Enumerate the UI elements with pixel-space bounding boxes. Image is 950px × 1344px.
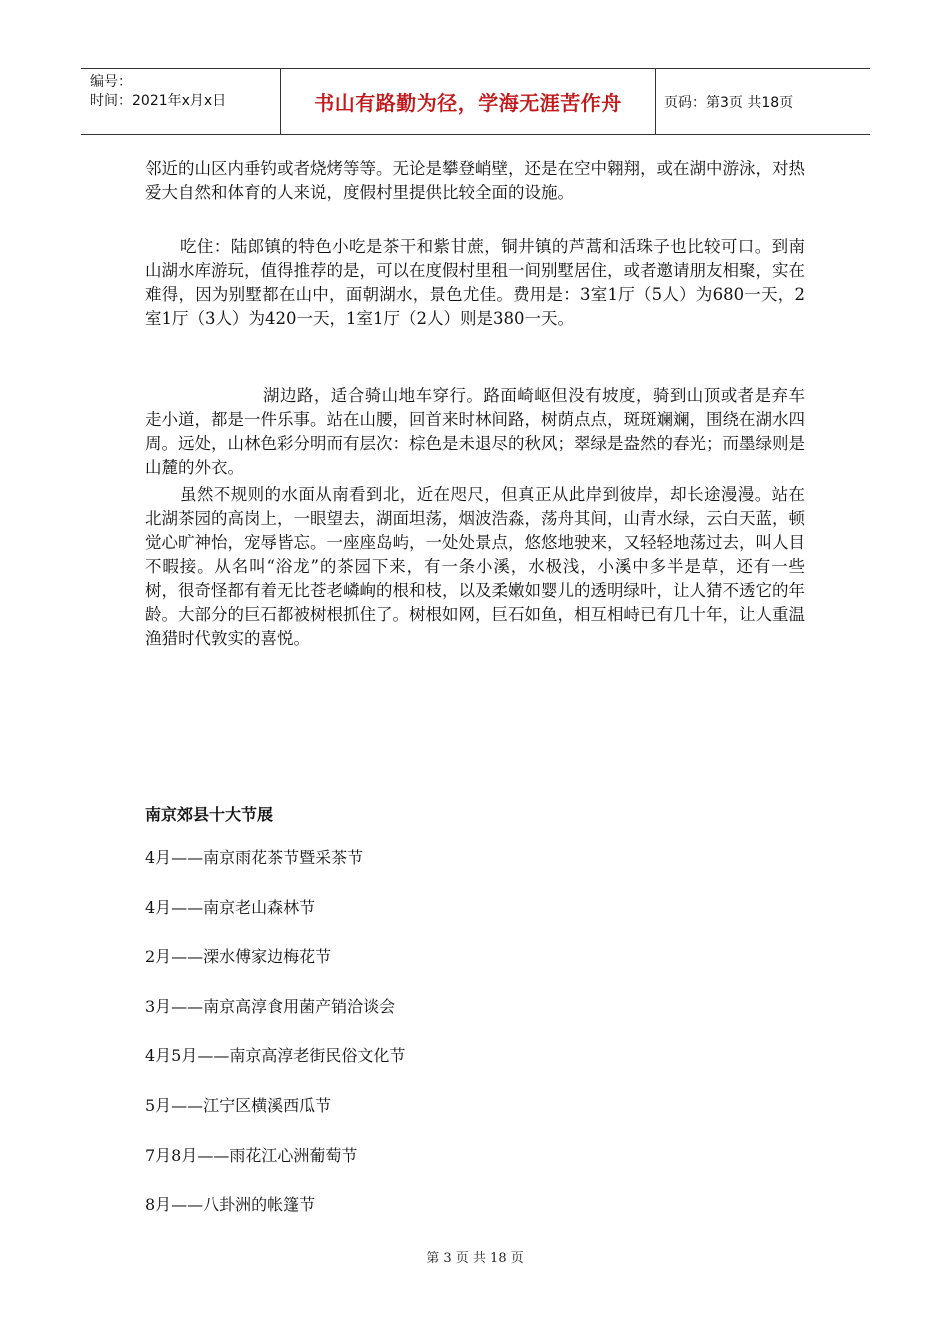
festival-item: 3月——南京高淳食用菌产销洽谈会 <box>145 997 396 1016</box>
paragraph-4: 虽然不规则的水面从南看到北，近在咫尺，但真正从此岸到彼岸，却长途漫漫。站在北湖茶园的高岗上，一眼望去，湖面坦荡，烟波浩淼，荡舟其间，山青水绿，云白天蓝，顿觉心旷神怡，宠辱皆忘。一座座岛屿，一处处景点，悠悠地驶来，又轻轻地荡过去，叫人目不暇接。从名叫“浴龙”的茶园下来，有一条小溪，水极浅，小溪中多半是草，还有一些树，很奇怪都有着无比苍老嶙峋的根和枝，以及柔嫩如婴儿的透明绿叶，让人猜不透它的年龄。大部分的巨石都被树根抓住了。树根如网，巨石如鱼，相互相峙已有几十年，让人重温渔猎时代敦实的喜悦。 <box>145 485 805 648</box>
festival-item: 7月8月——雨花江心洲葡萄节 <box>145 1146 358 1165</box>
festival-item: 4月5月——南京高淳老街民俗文化节 <box>145 1046 406 1065</box>
paragraph-3: 湖边路，适合骑山地车穿行。路面崎岖但没有坡度，骑到山顶或者是弃车走小道，都是一件乐事。站在山腰，回首来时林间路，树荫点点，斑斑斓斓，围绕在湖水四周。远处，山林色彩分明而有层次：棕色是未退尽的秋风；翠绿是盎然的春光；而墨绿则是山麓的外衣。 <box>145 386 805 477</box>
festival-item: 8月——八卦洲的帐篷节 <box>145 1195 316 1214</box>
header-meta <box>81 69 281 134</box>
time-label: 时间：2021年x月x日 <box>90 93 227 109</box>
festival-item: 2月——溧水傅家边梅花节 <box>145 947 332 966</box>
header-page-info: 页码：第3页 共18页 <box>664 94 794 111</box>
page-footer: 第 3 页 共 18 页 <box>426 1251 524 1266</box>
paragraph-2: 吃住：陆郎镇的特色小吃是茶干和紫甘蔗，铜井镇的芦蒿和活珠子也比较可口。到南山湖水库游玩，值得推荐的是，可以在度假村里租一间别墅居住，或者邀请朋友相聚，实在难得，因为别墅都在山中，面朝湖水，景色尤佳。费用是：3室1厅（5人）为680一天，2室1厅（3人）为420一天，1室1厅（2人）则是380一天。 <box>145 237 805 328</box>
number-label: 编号： <box>90 74 132 90</box>
paragraph-1: 邻近的山区内垂钓或者烧烤等等。无论是攀登峭壁，还是在空中翱翔，或在湖中游泳，对热爱大自然和体育的人来说，度假村里提供比较全面的设施。 <box>145 159 805 202</box>
festival-item: 4月——南京老山森林节 <box>145 898 316 917</box>
section-title: 南京郊县十大节展 <box>145 805 274 824</box>
page-header <box>81 68 870 135</box>
festival-item: 4月——南京雨花茶节暨采茶节 <box>145 848 364 867</box>
header-motto: 书山有路勤为径，学海无涯苦作舟 <box>281 69 656 134</box>
festival-item: 5月——江宁区横溪西瓜节 <box>145 1096 332 1115</box>
